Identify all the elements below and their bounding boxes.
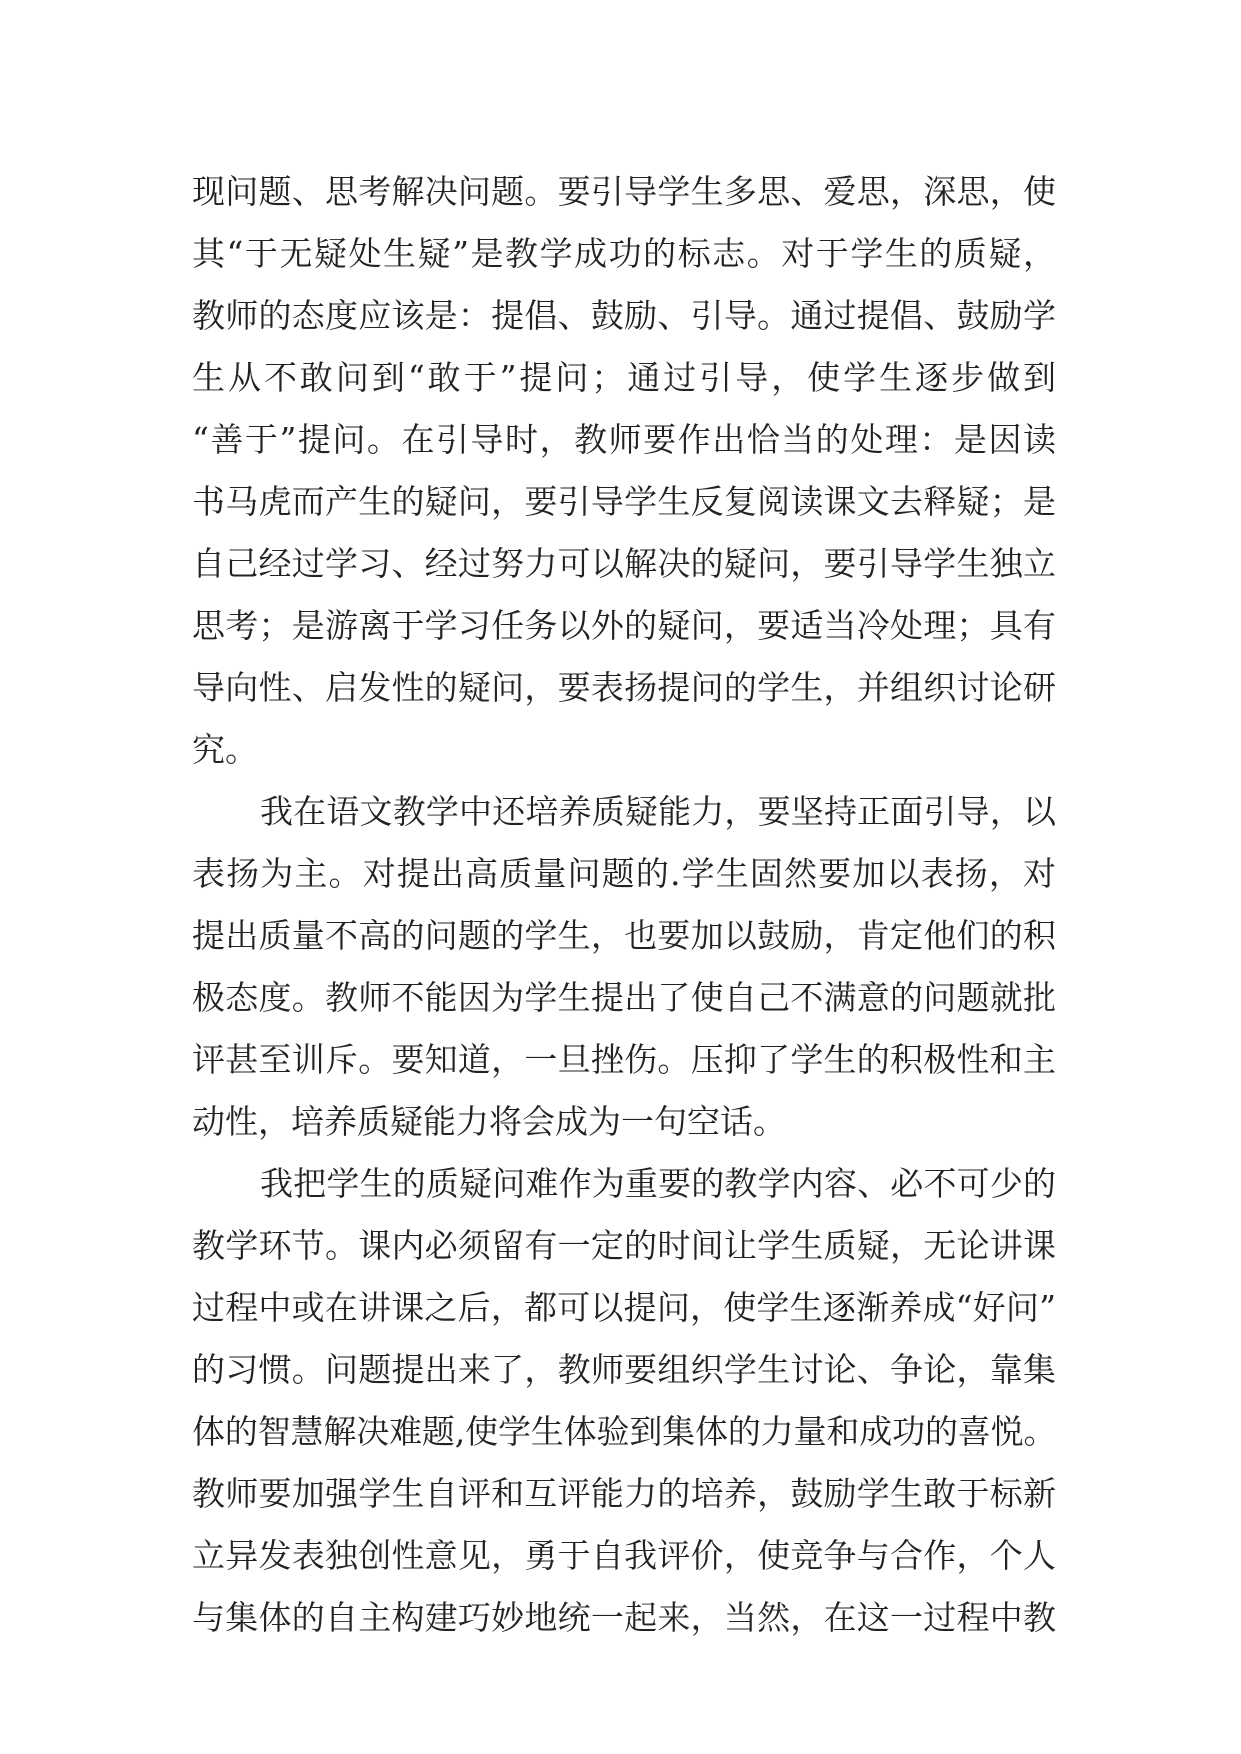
text-line: 表扬为主。对提出高质量问题的.学生固然要加以表扬，对 — [192, 854, 1056, 893]
text-line: 思考；是游离于学习任务以外的疑问，要适当冷处理；具有 — [192, 606, 1056, 645]
text-line: 现问题、思考解决问题。要引导学生多思、爱思，深思，使 — [192, 172, 1056, 211]
text-line: 动性，培养质疑能力将会成为一句空话。 — [192, 1102, 786, 1141]
text-line: 立异发表独创性意见，勇于自我评价，使竞争与合作，个人 — [192, 1536, 1056, 1575]
text-line: 的习惯。问题提出来了，教师要组织学生讨论、争论，靠集 — [192, 1350, 1056, 1389]
text-line: 其“于无疑处生疑”是教学成功的标志。对于学生的质疑， — [192, 234, 1056, 273]
text-line: 导向性、启发性的疑问，要表扬提问的学生，并组织讨论研 — [192, 668, 1056, 707]
paragraph-first-line: 我把学生的质疑问难作为重要的教学内容、必不可少的 — [260, 1164, 1056, 1203]
paragraph-first-line: 我在语文教学中还培养质疑能力，要坚持正面引导，以 — [260, 792, 1056, 831]
text-line: 评甚至训斥。要知道，一旦挫伤。压抑了学生的积极性和主 — [192, 1040, 1056, 1079]
body-text — [192, 161, 1056, 1649]
text-line: 教师的态度应该是：提倡、鼓励、引导。通过提倡、鼓励学 — [192, 296, 1056, 335]
text-line: 提出质量不高的问题的学生，也要加以鼓励，肯定他们的积 — [192, 916, 1056, 955]
text-line: 与集体的自主构建巧妙地统一起来，当然，在这一过程中教 — [192, 1598, 1056, 1637]
text-line: 生从不敢问到“敢于”提问；通过引导，使学生逐步做到 — [192, 358, 1056, 397]
text-line: 教学环节。课内必须留有一定的时间让学生质疑，无论讲课 — [192, 1226, 1056, 1265]
text-line: 极态度。教师不能因为学生提出了使自己不满意的问题就批 — [192, 978, 1056, 1017]
text-line: 究。 — [192, 730, 258, 769]
text-line: “善于”提问。在引导时，教师要作出恰当的处理：是因读 — [192, 420, 1056, 459]
text-line: 教师要加强学生自评和互评能力的培养，鼓励学生敢于标新 — [192, 1474, 1056, 1513]
text-line: 体的智慧解决难题,使学生体验到集体的力量和成功的喜悦。 — [192, 1412, 1056, 1451]
text-line: 书马虎而产生的疑问，要引导学生反复阅读课文去释疑；是 — [192, 482, 1056, 521]
text-line: 过程中或在讲课之后，都可以提问，使学生逐渐养成“好问” — [192, 1288, 1056, 1327]
text-line: 自己经过学习、经过努力可以解决的疑问，要引导学生独立 — [192, 544, 1056, 583]
